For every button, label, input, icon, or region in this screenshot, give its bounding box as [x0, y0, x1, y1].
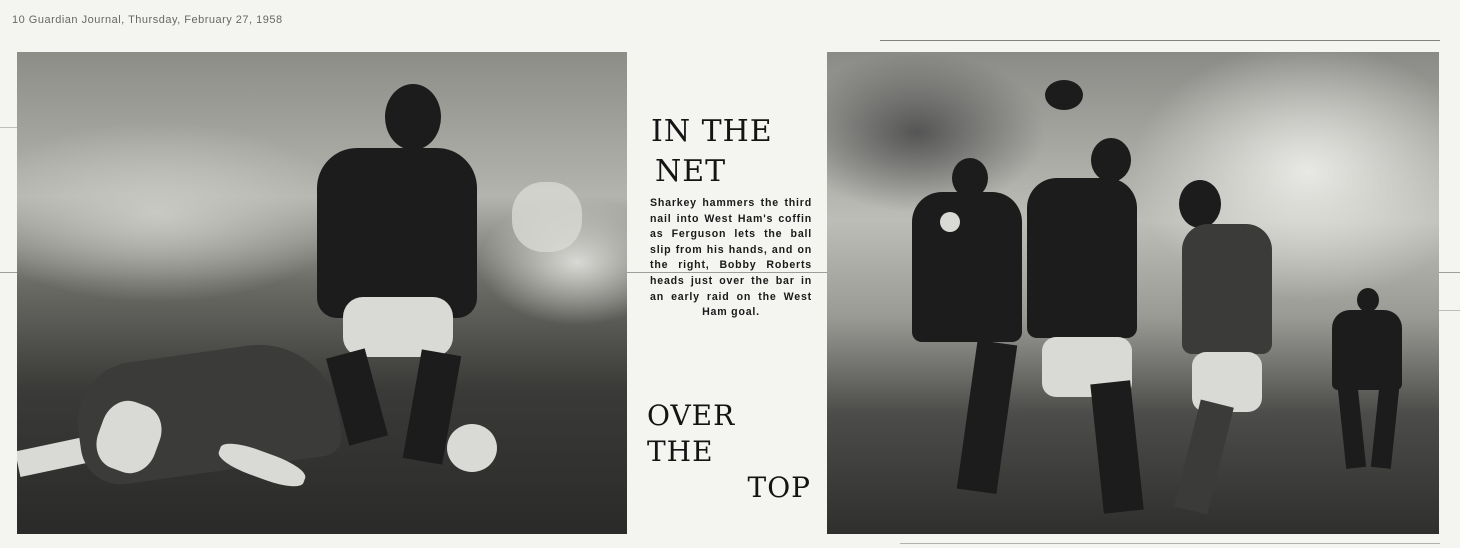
photo-figure: [1174, 400, 1234, 515]
photo-figure: [343, 297, 453, 357]
photo-figure: [512, 182, 582, 252]
headline-line: IN THE: [651, 114, 773, 149]
photo-figure: [1338, 387, 1366, 469]
photo-figure: [940, 212, 960, 232]
folio-line: 10 Guardian Journal, Thursday, February 27, 1958: [12, 14, 283, 26]
headline-over-the-top: [647, 398, 811, 506]
photo-figure: [1027, 178, 1137, 338]
photo-figure: [1357, 288, 1379, 312]
photo-figure: [1332, 310, 1402, 390]
photo-figure: [1182, 224, 1272, 354]
photo-left-goalmouth: [17, 52, 627, 534]
football: [1045, 80, 1083, 110]
photo-figure: [385, 84, 441, 150]
photo-figure: [17, 437, 89, 477]
photo-figure: [1179, 180, 1221, 228]
photo-figure: [1090, 380, 1143, 513]
photo-right-heading: [827, 52, 1439, 534]
headline-in-the-net: [651, 112, 773, 192]
photo-caption: Sharkey hammers the third nail into West Ham's coffin as Ferguson lets the ball slip from his hands, and on the right, Bobby Roberts heads just over the bar in an early raid on the West Ham goal.: [650, 197, 812, 319]
photo-figure: [957, 340, 1017, 494]
headline-line: NET: [655, 154, 727, 189]
bottom-rule: [900, 543, 1440, 544]
headline-line: OVER THE: [647, 399, 736, 468]
photo-figure: [1091, 138, 1131, 182]
photo-figure: [912, 192, 1022, 342]
photo-figure: [1371, 387, 1399, 469]
top-rule: [880, 40, 1440, 41]
headline-line: TOP: [747, 471, 811, 504]
football: [447, 424, 497, 472]
photo-figure: [317, 148, 477, 318]
